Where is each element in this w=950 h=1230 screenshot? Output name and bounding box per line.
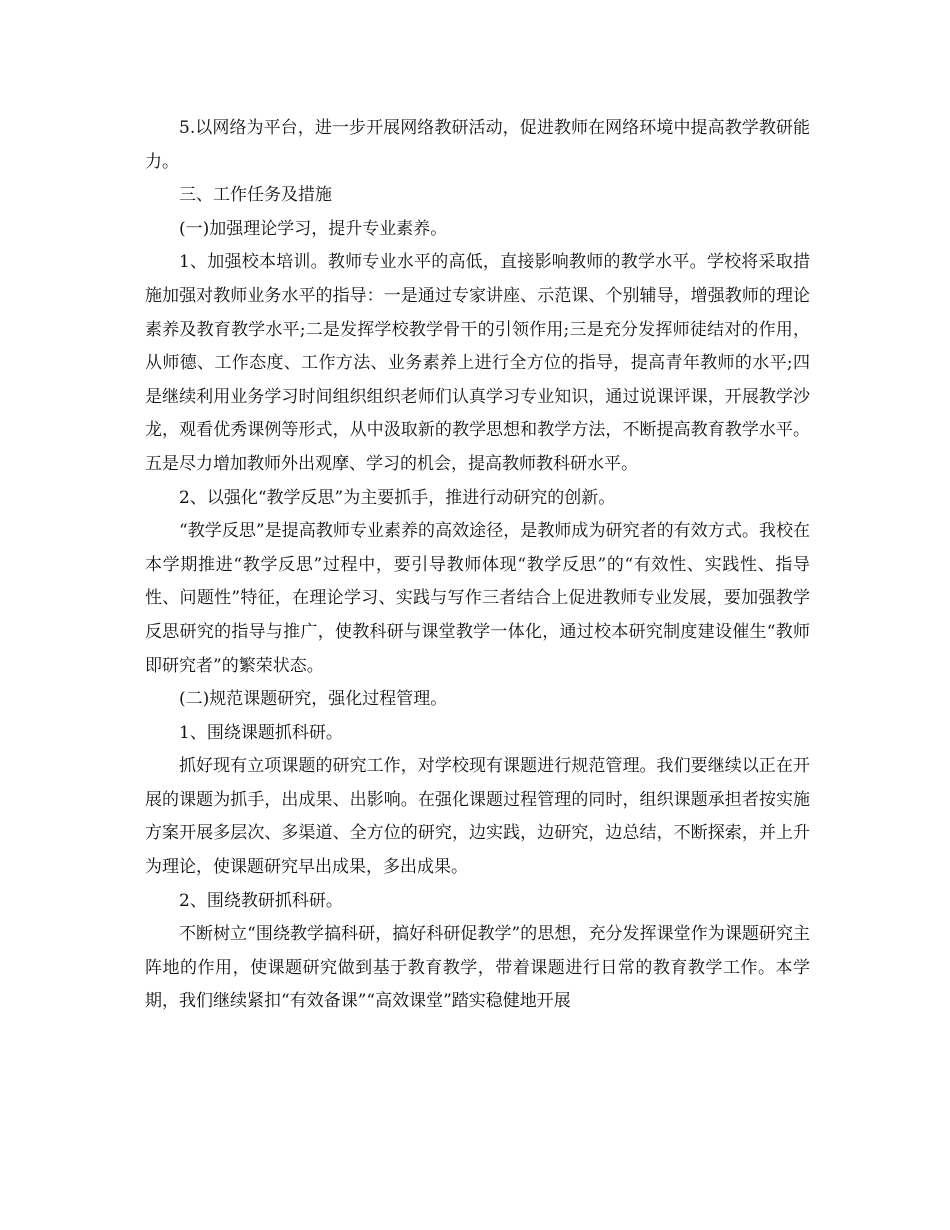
paragraph-teaching-reflection-body: “教学反思”是提高教师专业素养的高效途径，是教师成为研究者的有效方式。我校在本学期推进“教学反思”过程中，要引导教师体现“教学反思”的“有效性、实践性、指导性、问题性”特征，在理论学习、实践与写作三者结合上促进教师专业发展，要加强教学反思研究的指导与推广，使教科研与课堂教学一体化，通过校本研究制度建设催生“教师即研究者”的繁荣状态。 (145, 521, 810, 676)
subheading-theory-study: (一)加强理论学习，提升专业素养。 (179, 218, 448, 239)
subheading-research-management: (二)规范课题研究，强化过程管理。 (179, 689, 448, 710)
paragraph-topic-research-body: 抓好现有立项课题的研究工作，对学校现有课题进行规范管理。我们要继续以正在开展的课题为抓手，出成果、出影响。在强化课题过程管理的同时，组织课题承担者按实施方案开展多层次、多渠道、全方位的研究，边实践，边研究，边总结，不断探索，并上升为理论，使课题研究早出成果，多出成果。 (145, 756, 810, 878)
paragraph-network-platform: 5.以网络为平台，进一步开展网络教研活动，促进教师在网络环境中提高教学教研能力。 (145, 118, 810, 172)
document-body (145, 112, 810, 1019)
paragraph-school-training: 1、加强校本培训。教师专业水平的高低，直接影响教师的教学水平。学校将采取措施加强对教师业务水平的指导：一是通过专家讲座、示范课、个别辅导，增强教师的理论素养及教育教学水平;二是发挥学校教学骨干的引领作用;三是充分发挥师徒结对的作用，从师德、工作态度、工作方法、业务素养上进行全方位的指导，提高青年教师的水平;四是继续利用业务学习时间组织组织老师们认真学习专业知识，通过说课评课，开展教学沙龙，观看优秀课例等形式，从中汲取新的教学思想和教学方法，不断提高教育教学水平。五是尽力增加教师外出观摩、学习的机会，提高教师教科研水平。 (145, 252, 810, 474)
paragraph-topic-research-title: 1、围绕课题抓科研。 (179, 722, 343, 743)
section-heading-tasks-measures: 三、工作任务及措施 (179, 185, 332, 206)
paragraph-teaching-reflection-title: 2、以强化“教学反思”为主要抓手，推进行动研究的创新。 (179, 487, 616, 508)
paragraph-teaching-research-body: 不断树立“围绕教学搞科研，搞好科研促教学”的思想，充分发挥课堂作为课题研究主阵地的作用，使课题研究做到基于教育教学，带着课题进行日常的教育教学工作。本学期，我们继续紧扣“有效备课”“高效课堂”踏实稳健地开展 (145, 924, 810, 1012)
paragraph-teaching-research-title: 2、围绕教研抓科研。 (179, 890, 343, 911)
